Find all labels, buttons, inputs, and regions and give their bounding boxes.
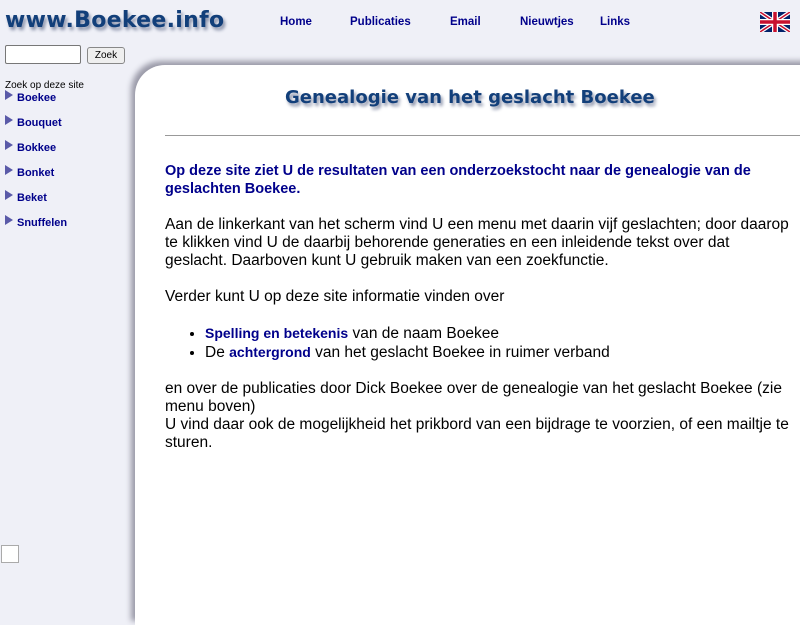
paragraph: U vind daar ook de mogelijkheid het prikbord van een bijdrage te voorzien, of een mailtje te sturen. <box>165 416 789 451</box>
triangle-icon <box>5 115 13 125</box>
sidebar-item-label: Boekee <box>17 92 57 104</box>
page-title: Genealogie van het geslacht Boekee <box>285 87 655 108</box>
paragraph: en over de publicaties door Dick Boekee over de genealogie van het geslacht Boekee (zie menu boven) <box>165 380 782 415</box>
site-logo[interactable]: www.Boekee.info <box>5 8 225 33</box>
divider <box>165 135 800 136</box>
spelling-link[interactable]: Spelling en betekenis <box>205 325 349 341</box>
broken-image-icon <box>1 545 19 563</box>
triangle-icon <box>5 140 13 150</box>
paragraph: Verder kunt U op deze site informatie vinden over <box>165 288 505 305</box>
list-text: van de naam Boekee <box>348 325 499 342</box>
sidebar-item-beket[interactable] <box>5 190 67 215</box>
sidebar-item-label: Snuffelen <box>17 217 68 229</box>
sidebar-item-bokkee[interactable] <box>5 140 67 165</box>
triangle-icon <box>5 165 13 175</box>
sidebar-item-boekee[interactable] <box>5 90 67 115</box>
nav-publicaties[interactable]: Publicaties <box>350 16 411 28</box>
achtergrond-link[interactable]: achtergrond <box>229 344 311 360</box>
sidebar-item-label: Beket <box>17 192 47 204</box>
nav-nieuwtjes[interactable]: Nieuwtjes <box>520 16 574 28</box>
nav-email[interactable]: Email <box>450 16 481 28</box>
paragraph: Aan de linkerkant van het scherm vind U een menu met daarin vijf geslachten; door daarop te klikken vind U de daarbij behorende generaties en een inleidende tekst over dat geslacht. Daarboven kunt U gebruik maken van een zoekfunctie. <box>165 216 789 269</box>
list-text: van het geslacht Boekee in ruimer verband <box>310 344 610 361</box>
lead-paragraph: Op deze site ziet U de resultaten van een onderzoekstocht naar de genealogie van de geslachten Boekee. <box>165 163 751 197</box>
sidebar-item-bouquet[interactable] <box>5 115 67 140</box>
sidebar-item-snuffelen[interactable] <box>5 215 67 240</box>
nav-links[interactable]: Links <box>600 16 631 28</box>
search-hint: Zoek op deze site <box>5 80 84 91</box>
search-button[interactable]: Zoek <box>87 47 125 64</box>
sidebar-menu <box>5 90 67 240</box>
list-text: De <box>205 344 230 361</box>
list-item <box>205 324 795 343</box>
list-item <box>205 343 795 362</box>
sidebar-item-label: Bokkee <box>17 142 57 154</box>
triangle-icon <box>5 215 13 225</box>
sidebar-item-label: Bouquet <box>17 117 62 129</box>
sidebar-item-bonket[interactable] <box>5 165 67 190</box>
triangle-icon <box>5 190 13 200</box>
nav-home[interactable]: Home <box>280 16 312 28</box>
info-list <box>165 324 795 362</box>
uk-flag-icon[interactable] <box>760 12 790 32</box>
search-input[interactable] <box>5 45 81 64</box>
main-text <box>165 162 795 452</box>
triangle-icon <box>5 90 13 100</box>
sidebar-item-label: Bonket <box>17 167 55 179</box>
